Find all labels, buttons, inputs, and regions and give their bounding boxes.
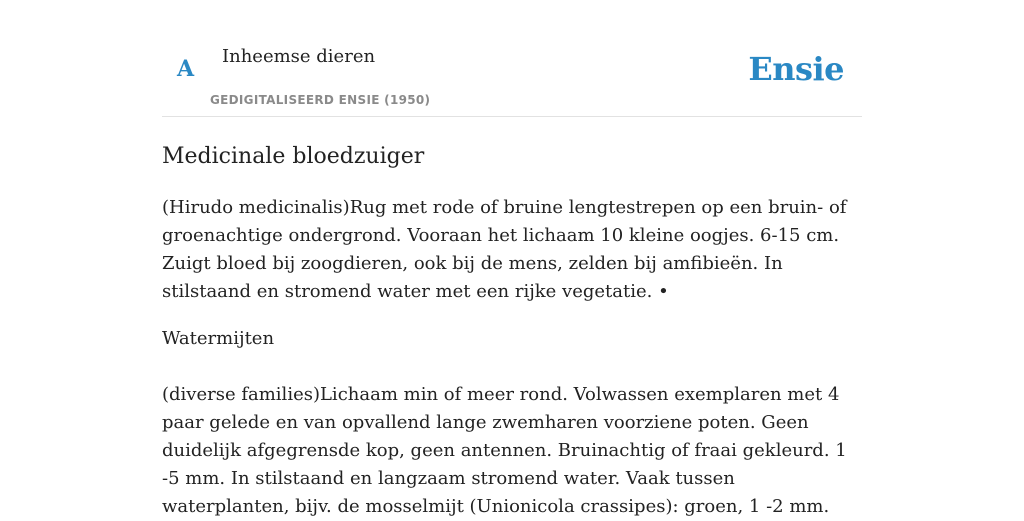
header bbox=[162, 0, 862, 117]
page bbox=[162, 0, 862, 521]
article-paragraph: (Hirudo medicinalis)Rug met rode of bruine lengtestrepen op een bruin- of groenachtige ondergrond. Vooraan het lichaam 10 kleine oogjes. 6-15 cm. Zuigt bloed bij zoogdieren, ook bij de mens, zelden bij amfibieën. In stilstaand en stromend water met een rijke vegetatie. • bbox=[162, 197, 847, 302]
article-paragraph: Watermijten bbox=[162, 328, 275, 349]
book-title-link[interactable]: Inheemse dieren bbox=[222, 46, 376, 67]
brand-logo[interactable]: Ensie bbox=[748, 50, 844, 88]
book-subtitle: GEDIGITALISEERD ENSIE (1950) bbox=[210, 93, 431, 107]
article-paragraph: (diverse families)Lichaam min of meer rond. Volwassen exemplaren met 4 paar gelede en van opvallend lange zwemharen voorziene poten. Geen duidelijk afgegrensde kop, geen antennen. Bruinachtig of fraai gekleurd. 1 -5 mm. In stilstaand en langzaam stromend water. Vaak tussen waterplanten, bijv. de mosselmijt (Unionicola crassipes): groen, 1 -2 mm. bbox=[162, 384, 847, 517]
letter-index-link[interactable]: A bbox=[177, 56, 195, 82]
article-title: Medicinale bloedzuiger bbox=[162, 144, 425, 169]
